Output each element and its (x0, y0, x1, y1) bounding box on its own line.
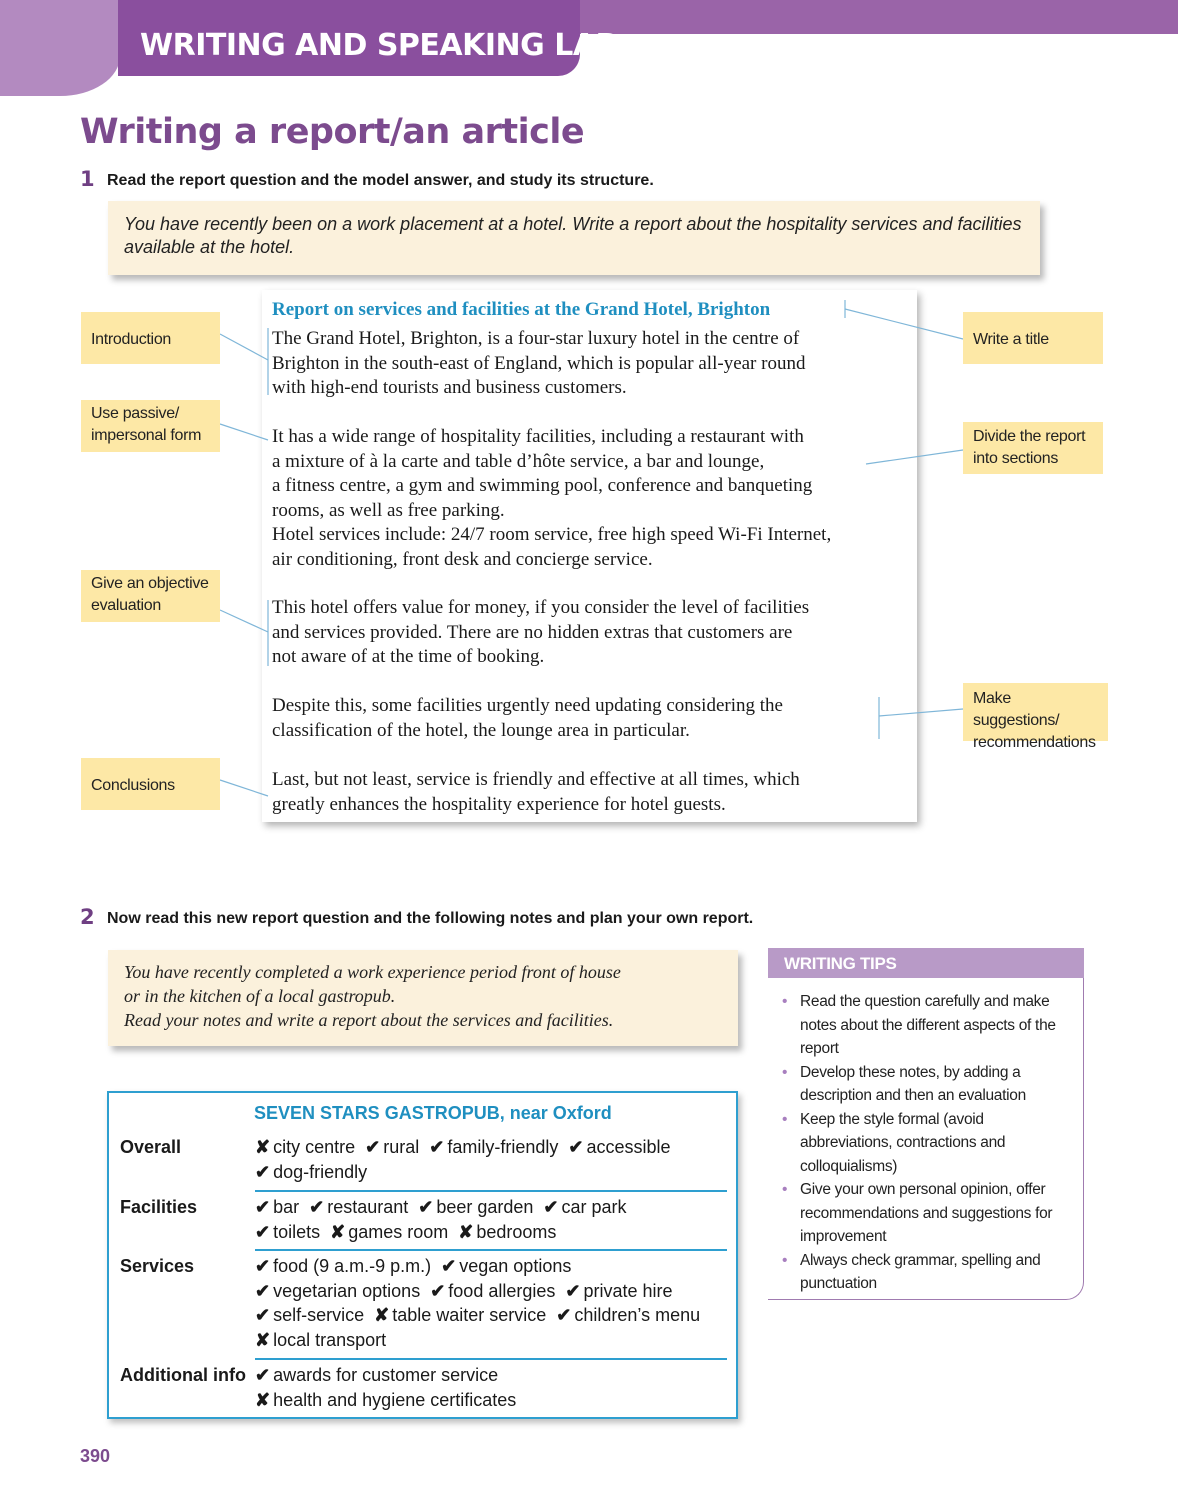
checked-item (429, 1137, 558, 1157)
question-1-instruction: Read the report question and the model answer, and study its structure. (107, 172, 654, 189)
notes-line (255, 1135, 735, 1160)
notes-row-values (255, 1195, 735, 1244)
report-paragraph-intro: The Grand Hotel, Brighton, is a four-star luxury hotel in the centre of Brighton in the south-east of England, which is popular all-year round with high-end tourists and business customers. (272, 328, 806, 398)
annotation-make-suggestions: Make suggestions/ recommendations (963, 683, 1108, 741)
crossed-item (330, 1222, 448, 1242)
model-report (262, 290, 917, 822)
notes-row-label: Services (120, 1256, 195, 1276)
notes-line (255, 1328, 735, 1353)
item-text: private hire (583, 1280, 673, 1301)
cross-icon: ✘ (330, 1221, 346, 1242)
checked-item (255, 1256, 431, 1276)
check-icon: ✔ (365, 1137, 381, 1157)
crossed-item (255, 1137, 355, 1157)
item-text: dog-friendly (273, 1161, 368, 1182)
check-icon: ✔ (556, 1305, 572, 1325)
item-text: games room (348, 1221, 449, 1242)
check-icon: ✔ (543, 1197, 559, 1217)
annotation-objective-evaluation: Give an objective evaluation (81, 570, 220, 622)
crossed-item (255, 1390, 516, 1410)
notes-line (255, 1220, 735, 1245)
item-text: family-friendly (447, 1137, 559, 1157)
item-text: food allergies (448, 1280, 556, 1301)
checked-item (309, 1197, 408, 1217)
writing-tip: • Develop these notes, by adding a description and then an evaluation (780, 1061, 1080, 1108)
crossed-item (458, 1222, 556, 1242)
check-icon: ✔ (430, 1280, 446, 1301)
report-title: Report on services and facilities at the Grand Hotel, Brighton (272, 299, 771, 320)
notes-row-label: Overall (120, 1137, 182, 1157)
report-paragraph-suggestions: Despite this, some facilities urgently need updating considering the classification of the hotel, the lounge area in particular. (272, 695, 783, 741)
writing-tip: • Read the question carefully and make notes about the different aspects of the report (780, 990, 1080, 1061)
cross-icon: ✘ (255, 1389, 271, 1410)
item-text: accessible (586, 1137, 671, 1157)
annotation-conclusions: Conclusions (81, 758, 220, 810)
checked-item (255, 1197, 299, 1217)
report-paragraph-evaluation: This hotel offers value for money, if you consider the level of facilities and services provided. There are no hidden extras that customers are not aware of at the time of booking. (272, 597, 810, 667)
check-icon: ✔ (255, 1256, 271, 1276)
notes-row-label: Facilities (120, 1197, 198, 1217)
check-icon: ✔ (255, 1161, 271, 1182)
check-icon: ✔ (568, 1137, 584, 1157)
question-2-prompt: You have recently completed a work experience period front of house or in the kitchen of a local gastropub. Read your notes and write a report about the services and facilities. (108, 950, 738, 1046)
annotation-write-title: Write a title (963, 312, 1103, 364)
check-icon: ✔ (255, 1221, 271, 1242)
writing-tip: • Always check grammar, spelling and punctuation (780, 1249, 1080, 1296)
page-number: 390 (80, 1446, 111, 1466)
notes-line (255, 1279, 735, 1304)
writing-tips-list (780, 990, 1080, 1296)
checked-item (255, 1162, 367, 1182)
cross-icon: ✘ (255, 1137, 271, 1157)
writing-tip: • Keep the style formal (avoid abbreviations, contractions and colloquialisms) (780, 1108, 1080, 1179)
row-divider (255, 1249, 727, 1251)
item-text: table waiter service (392, 1305, 547, 1325)
annotation-passive-form: Use passive/ impersonal form (81, 400, 220, 452)
checked-item (568, 1137, 670, 1157)
crossed-item (374, 1305, 546, 1325)
notes-line (255, 1254, 735, 1279)
check-icon: ✔ (255, 1197, 271, 1217)
check-icon: ✔ (565, 1280, 581, 1301)
report-paragraph-facilities: It has a wide range of hospitality facilities, including a restaurant with a mixture of à la carte and table d’hôte service, a bar and lounge, a fitness centre, a gym and swimming pool, conference and banqueting rooms, as well as free parking. Hotel services include: 24/7 room service, free high speed Wi-Fi Internet, air conditioning, front desk and concierge service. (272, 426, 832, 570)
writing-tips-box (768, 948, 1084, 1300)
cross-icon: ✘ (255, 1329, 271, 1350)
item-text: self-service (273, 1305, 365, 1325)
section-title: WRITING AND SPEAKING LAB (140, 28, 618, 63)
checked-item (556, 1305, 700, 1325)
check-icon: ✔ (418, 1197, 434, 1217)
item-text: beer garden (436, 1197, 534, 1217)
page-title: Writing a report/an article (80, 112, 585, 152)
report-paragraph-conclusion: Last, but not least, service is friendly and effective at all times, which greatly enhances the hospitality experience for hotel guests. (272, 769, 800, 815)
item-text: bar (273, 1197, 300, 1217)
check-icon: ✔ (429, 1137, 445, 1157)
item-text: health and hygiene certificates (273, 1389, 517, 1410)
crossed-item (255, 1330, 386, 1350)
header-corner-decoration (0, 0, 120, 96)
row-divider (255, 1190, 727, 1192)
header-band (580, 0, 1178, 34)
notes-table-title: SEVEN STARS GASTROPUB, near Oxford (254, 1103, 612, 1123)
check-icon: ✔ (441, 1256, 457, 1276)
notes-row-label: Additional info (120, 1365, 246, 1385)
notes-row-values (255, 1363, 735, 1412)
item-text: children’s menu (574, 1305, 701, 1325)
check-icon: ✔ (309, 1197, 325, 1217)
checked-item (430, 1281, 555, 1301)
item-text: vegan options (459, 1256, 572, 1276)
notes-line (255, 1363, 735, 1388)
item-text: awards for customer service (273, 1365, 499, 1385)
question-2-instruction: Now read this new report question and the following notes and plan your own report. (107, 910, 754, 927)
notes-line (255, 1303, 735, 1328)
checked-item (441, 1256, 571, 1276)
item-text: restaurant (327, 1197, 409, 1217)
cross-icon: ✘ (458, 1221, 474, 1242)
checked-item (255, 1365, 498, 1385)
notes-line (255, 1388, 735, 1413)
item-text: city centre (273, 1137, 356, 1157)
item-text: vegetarian options (273, 1280, 421, 1301)
row-divider (255, 1358, 727, 1360)
writing-tips-title: WRITING TIPS (768, 948, 1084, 978)
checked-item (255, 1281, 420, 1301)
checked-item (543, 1197, 626, 1217)
annotation-divide-sections: Divide the report into sections (963, 422, 1103, 474)
notes-line (255, 1195, 735, 1220)
check-icon: ✔ (255, 1365, 271, 1385)
checked-item (565, 1281, 672, 1301)
notes-row-values (255, 1254, 735, 1352)
notes-line (255, 1160, 735, 1185)
check-icon: ✔ (255, 1305, 271, 1325)
gastropub-notes-table (107, 1091, 738, 1419)
notes-row-values (255, 1135, 735, 1184)
item-text: rural (383, 1137, 420, 1157)
cross-icon: ✘ (374, 1305, 390, 1325)
item-text: local transport (273, 1329, 387, 1350)
question-1-prompt: You have recently been on a work placement at a hotel. Write a report about the hospitality services and facilities available at the hotel. (108, 201, 1040, 275)
check-icon: ✔ (255, 1280, 271, 1301)
checked-item (365, 1137, 419, 1157)
checked-item (255, 1305, 364, 1325)
item-text: toilets (273, 1221, 321, 1242)
item-text: car park (561, 1197, 627, 1217)
checked-item (255, 1222, 320, 1242)
question-2-number: 2 (80, 905, 95, 929)
writing-tip: • Give your own personal opinion, offer recommendations and suggestions for improvement (780, 1178, 1080, 1249)
question-1-number: 1 (80, 167, 95, 191)
annotation-introduction: Introduction (81, 312, 220, 364)
item-text: food (9 a.m.-9 p.m.) (273, 1256, 432, 1276)
item-text: bedrooms (476, 1221, 557, 1242)
checked-item (418, 1197, 533, 1217)
